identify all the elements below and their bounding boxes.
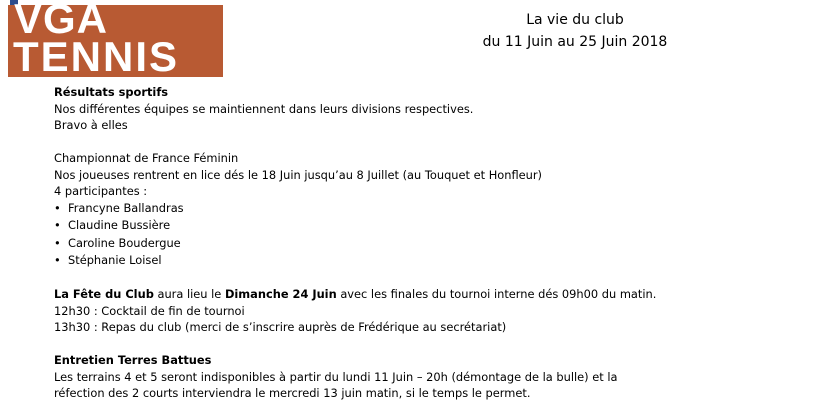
fete-text-before: aura lieu le <box>153 287 225 301</box>
fete-line-1 <box>54 286 814 303</box>
section-title-sport: Résultats sportifs <box>54 85 169 99</box>
club-logo <box>8 0 223 80</box>
page-title: La vie du club <box>526 12 624 28</box>
terres-line-1: Les terrains 4 et 5 seront indisponibles à partir du lundi 11 Juin – 20h (démontage de la bulle) et la <box>54 369 618 384</box>
page-date-range: du 11 Juin au 25 Juin 2018 <box>482 34 668 50</box>
fete-line-3: 13h30 : Repas du club (merci de s’inscrire auprès de Frédérique au secrétariat) <box>54 320 507 334</box>
section-title-championnat: Championnat de France Féminin <box>54 151 239 165</box>
championnat-line-1: Nos joueuses rentrent en lice dés le 18 Juin jusqu’au 8 Juillet (au Touquet et Honfleur) <box>54 167 542 182</box>
list-item: • Francyne Ballandras <box>54 200 184 215</box>
sport-line-1: Nos différentes équipes se maintiennent dans leurs divisions respectives. <box>54 101 474 116</box>
list-item: • Claudine Bussière <box>54 218 171 232</box>
sport-line-2: Bravo à elles <box>54 118 128 132</box>
section-title-terres: Entretien Terres Battues <box>54 353 212 367</box>
list-item: • Caroline Boudergue <box>54 235 181 250</box>
participants-list <box>54 200 814 270</box>
fete-line-2: 12h30 : Cocktail de fin de tournoi <box>54 303 245 318</box>
fete-text-after: avec les finales du tournoi interne dés 09h00 du matin. <box>336 287 657 301</box>
logo-text-vga: VGA <box>14 0 109 42</box>
fete-date: Dimanche 24 Juin <box>224 287 337 301</box>
terres-line-2: réfection des 2 courts interviendra le mercredi 13 juin matin, si le temps le permet. <box>54 386 531 400</box>
list-item: • Stéphanie Loisel <box>54 253 162 267</box>
logo-text-tennis: TENNIS <box>13 33 180 80</box>
participant-name: Caroline Boudergue <box>68 235 181 250</box>
championnat-line-2: 4 participantes : <box>54 184 148 198</box>
participant-name: Claudine Bussière <box>68 218 171 232</box>
section-title-fete: La Fête du Club <box>54 287 154 301</box>
participant-name: Stéphanie Loisel <box>68 253 162 267</box>
newsletter-body <box>54 84 814 402</box>
participant-name: Francyne Ballandras <box>68 200 184 215</box>
